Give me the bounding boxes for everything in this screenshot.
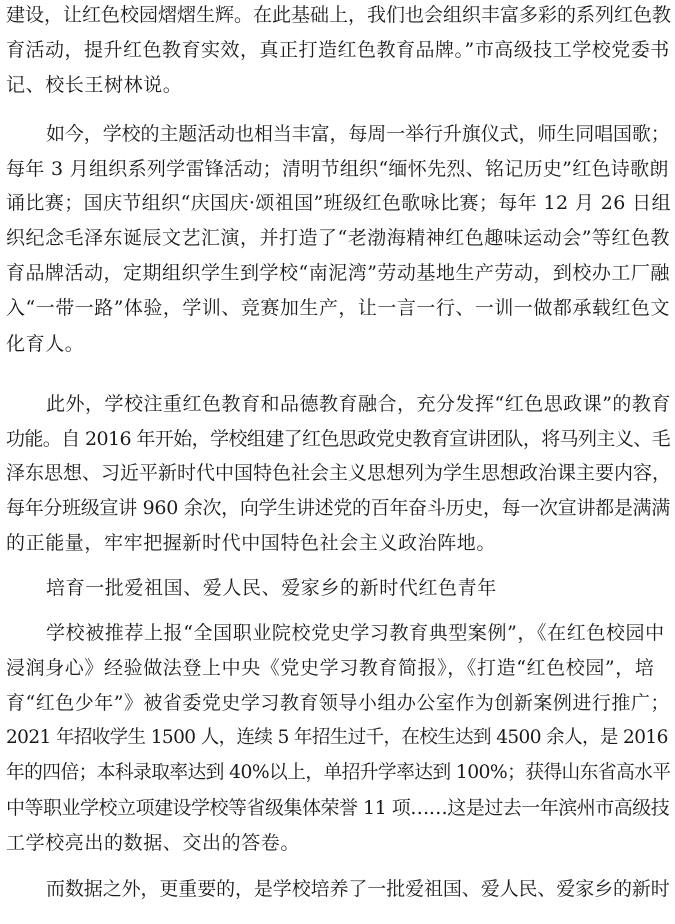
paragraph-start-line: 学校被推荐上报“全国职业院校党史学习教育典型案例”，《在红色校园中: [46, 622, 665, 644]
text-line: 建设，让红色校园熠熠生辉。在此基础上，我们也会组织丰富多彩的系列红色教: [6, 4, 672, 26]
text-line: 工学校亮出的数据、交出的答卷。: [6, 832, 301, 854]
text-line: 浸润身心》经验做法登上中央《党史学习教育简报》，《打造“红色校园”，培: [6, 657, 655, 679]
text-line: 化育人。: [6, 333, 85, 355]
text-line: 2021 年招收学生 1500 人，连续 5 年招生过千，在校生达到 4500 余人，是 2016: [6, 727, 668, 748]
text-line: 育品牌活动，定期组织学生到学校“南泥湾”劳动基地生产劳动，到校办工厂融: [6, 262, 670, 284]
text-line: 记、校长王树林说。: [6, 74, 183, 96]
text-line: 每年分班级宣讲 960 余次，向学生讲述党的百年奋斗历史，每一次宣讲都是满满: [6, 497, 670, 519]
text-line: 织纪念毛泽东诞辰文艺汇演，并打造了“老渤海精神红色趣味运动会”等红色教: [6, 227, 670, 249]
paragraph-start-line: 此外，学校注重红色教育和品德教育融合，充分发挥“红色思政课”的教育: [46, 393, 671, 415]
text-line: 年的四倍；本科录取率达到 40%以上，单招升学率达到 100%；获得山东省高水平: [6, 762, 671, 783]
text-line: 功能。自 2016 年开始，学校组建了红色思政党史教育宣讲团队，将马列主义、毛: [6, 428, 671, 450]
text-line: 入“一带一路”体验，学训、竞赛加生产，让一言一行、一训一做都承载红色文: [6, 297, 670, 319]
text-line: 的正能量，牢牢把握新时代中国特色社会主义政治阵地。: [6, 532, 497, 554]
text-line: 中等职业学校立项建设学校等省级集体荣誉 11 项……这是过去一年滨州市高级技: [6, 797, 670, 819]
text-line: 育活动，提升红色教育实效，真正打造红色教育品牌。”市高级技工学校党委书: [6, 39, 670, 61]
text-line: 诵比赛；国庆节组织“庆国庆·颂祖国”班级红色歌咏比赛；每年 12 月 26 日组: [6, 192, 671, 214]
text-line: 泽东思想、习近平新时代中国特色社会主义思想列为学生思想政治课主要内容，: [6, 462, 672, 484]
paragraph-start-line: 而数据之外，更重要的，是学校培养了一批爱祖国、爱人民、爱家乡的新时: [46, 878, 670, 900]
text-line: 每年 3 月组织系列学雷锋活动；清明节组织“缅怀先烈、铭记历史”红色诗歌朗: [6, 158, 669, 180]
paragraph-start-line: 如今，学校的主题活动也相当丰富，每周一举行升旗仪式，师生同唱国歌；: [46, 123, 670, 145]
section-heading: 培育一批爱祖国、爱人民、爱家乡的新时代红色青年: [46, 577, 497, 599]
text-line: 育“红色少年”》被省委党史学习教育领导小组办公室作为创新案例进行推广；: [6, 692, 670, 714]
